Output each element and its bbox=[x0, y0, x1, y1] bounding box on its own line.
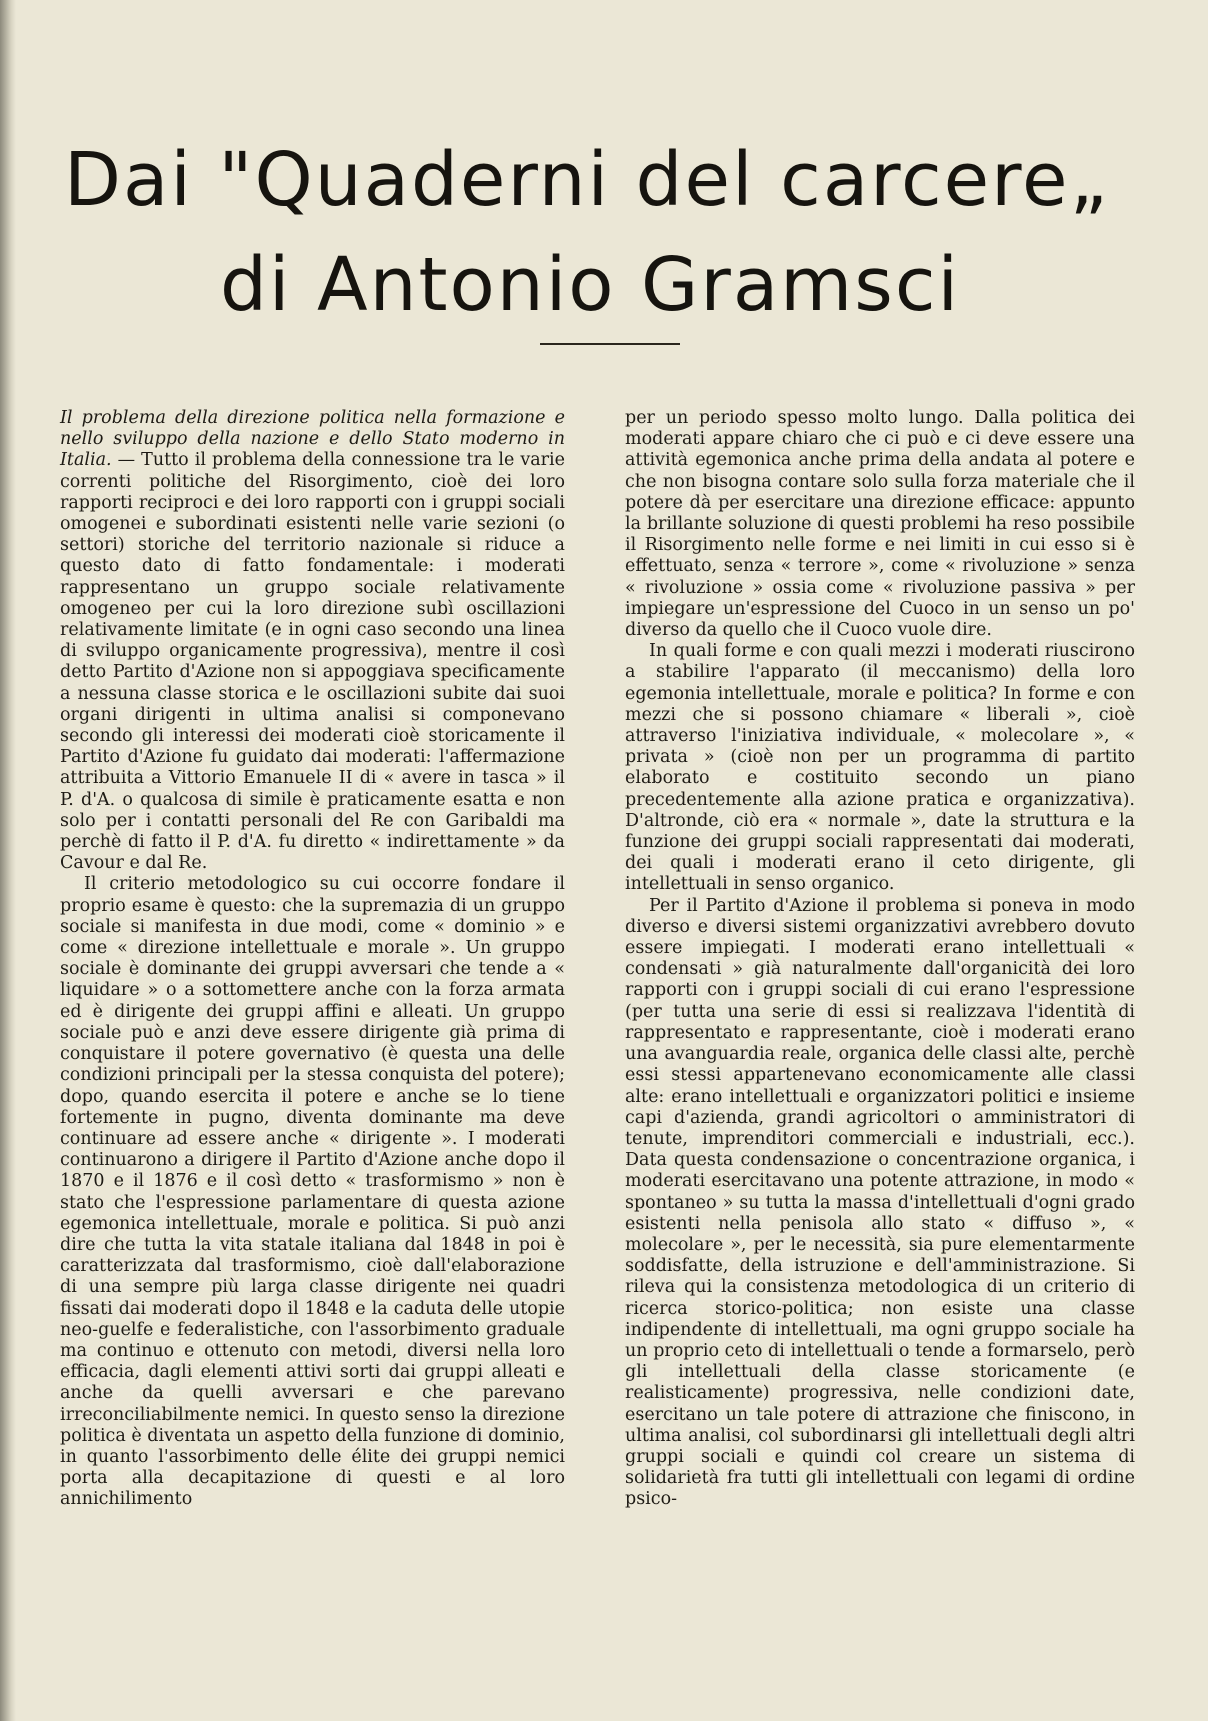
article-title-line-1: Dai "Quaderni del carcere„ bbox=[64, 137, 1110, 223]
left-paragraph-2: Il criterio metodologico su cui occorre fondare il proprio esame è questo: che la supremazia di un gruppo sociale si manifesta in due modi, come « dominio » e come « direzione intellettuale e morale ». Un gruppo sociale è dominante dei gruppi avversari che tende a « liquidare » o a sottomettere anche con la forza armata ed è dirigente dei gruppi affini e alleati. Un gruppo sociale può e anzi deve essere dirigente già prima di conquistare il potere governativo (è questa una delle condizioni principali per la stessa conquista del potere); dopo, quando esercita il potere e anche se lo tiene fortemente in pugno, diventa dominante ma deve continuare ad essere anche « dirigente ». I moderati continuarono a dirigere il Partito d'Azione anche dopo il 1870 e il 1876 e il così detto « trasformismo » non è stato che l'espressione parlamentare di questa azione egemonica intellettuale, morale e politica. Si può anzi dire che tutta la vita statale italiana dal 1848 in poi è caratterizzata dal trasformismo, cioè dall'elaborazione di una sempre più larga classe dirigente nei quadri fissati dai moderati dopo il 1848 e la caduta delle utopie neo-guelfe e federalistiche, con l'assorbimento graduale ma continuo e ottenuto con metodi, diversi nella loro efficacia, dagli elementi attivi sorti dai gruppi alleati e anche da quelli avversari e che parevano irreconciliabilmente nemici. In questo senso la direzione politica è diventata un aspetto della funzione di dominio, in quanto l'assorbimento delle élite dei gruppi nemici porta alla decapitazione di questi e al loro annichilimento bbox=[60, 874, 565, 1510]
left-paragraph-1-text: — Tutto il problema della connessione tra le varie correnti politiche del Risorgimento, cioè dei loro rapporti reciproci e dei loro rapporti con i gruppi sociali omogenei e subordinati esistenti nelle varie sezioni (o settori) storiche del territorio nazionale si riduce a questo dato di fatto fondamentale: i moderati rappresentano un gruppo sociale relativamente omogeneo per cui la loro direzione subì oscillazioni relativamente limitate (e in ogni caso secondo una linea di sviluppo organicamente progressiva), mentre il così detto Partito d'Azione non si appoggiava specificamente a nessuna classe storica e le oscillazioni subite dai suoi organi dirigenti in ultima analisi si componevano secondo gli interessi dei moderati cioè storicamente il Partito d'Azione fu guidato dai moderati: l'affermazione attribuita a Vittorio Emanuele II di « avere in tasca » il P. d'A. o qualcosa di simile è praticamente esatta e non solo per i contatti personali del Re con Garibaldi ma perchè di fatto il P. d'A. fu diretto « indirettamente » da Cavour e dal Re. bbox=[60, 450, 565, 874]
left-column bbox=[60, 408, 565, 1511]
right-paragraph-2: In quali forme e con quali mezzi i moderati riuscirono a stabilire l'apparato (il meccanismo) della loro egemonia intellettuale, morale e politica? In forme e con mezzi che si possono chiamare « liberali », cioè attraverso l'iniziativa individuale, « molecolare », « privata » (cioè non per un programma di partito elaborato e costituito secondo un piano precedentemente alla azione pratica e organizzativa). D'altronde, ciò era « normale », date la struttura e la funzione dei gruppi sociali rappresentati dai moderati, dei quali i moderati erano il ceto dirigente, gli intellettuali in senso organico. bbox=[625, 641, 1135, 895]
title-divider bbox=[540, 343, 680, 345]
left-paragraph-1 bbox=[60, 408, 565, 874]
right-paragraph-1: per un periodo spesso molto lungo. Dalla politica dei moderati appare chiaro che ci può e ci deve essere una attività egemonica anche prima della andata al potere e che non bisogna contare solo sulla forza materiale che il potere dà per esercitare una direzione efficace: appunto la brillante soluzione di questi problemi ha reso possibile il Risorgimento nelle forme e nei limiti in cui esso si è effettuato, senza « terrore », come « rivoluzione » senza « rivoluzione » ossia come « rivoluzione passiva » per impiegare un'espressione del Cuoco in un senso un po' diverso da quello che il Cuoco vuole dire. bbox=[625, 408, 1135, 641]
lead-italic: Il problema della direzione politica nella formazione e nello sviluppo della nazione e dello Stato moderno in Italia. bbox=[60, 408, 565, 471]
right-column bbox=[625, 408, 1135, 1511]
article-title-line-2: di Antonio Gramsci bbox=[219, 242, 961, 328]
right-paragraph-3: Per il Partito d'Azione il problema si poneva in modo diverso e diversi sistemi organizzativi avrebbero dovuto essere impiegati. I moderati erano intellettuali « condensati » già naturalmente dall'organicità dei loro rapporti con i gruppi sociali di cui erano l'espressione (per tutta una serie di essi si realizzava l'identità di rappresentato e rappresentante, cioè i moderati erano una avanguardia reale, organica delle classi alte, perchè essi stessi appartenevano economicamente alle classi alte: erano intellettuali e organizzatori politici e insieme capi d'azienda, grandi agricoltori o amministratori di tenute, imprenditori commerciali e industriali, ecc.). Data questa condensazione o concentrazione organica, i moderati esercitavano una potente attrazione, in modo « spontaneo » su tutta la massa d'intellettuali d'ogni grado esistenti nella penisola allo stato « diffuso », « molecolare », per le necessità, sia pure elementarmente soddisfatte, della istruzione e dell'amministrazione. Si rileva qui la consistenza metodologica di un criterio di ricerca storico-politica; non esiste una classe indipendente di intellettuali, ma ogni gruppo sociale ha un proprio ceto di intellettuali o tende a formarselo, però gli intellettuali della classe storicamente (e realisticamente) progressiva, nelle condizioni date, esercitano un tale potere di attrazione che finiscono, in ultima analisi, col subordinarsi gli intellettuali degli altri gruppi sociali e quindi col creare un sistema di solidarietà fra tutti gli intellettuali con legami di ordine psico- bbox=[625, 895, 1135, 1510]
